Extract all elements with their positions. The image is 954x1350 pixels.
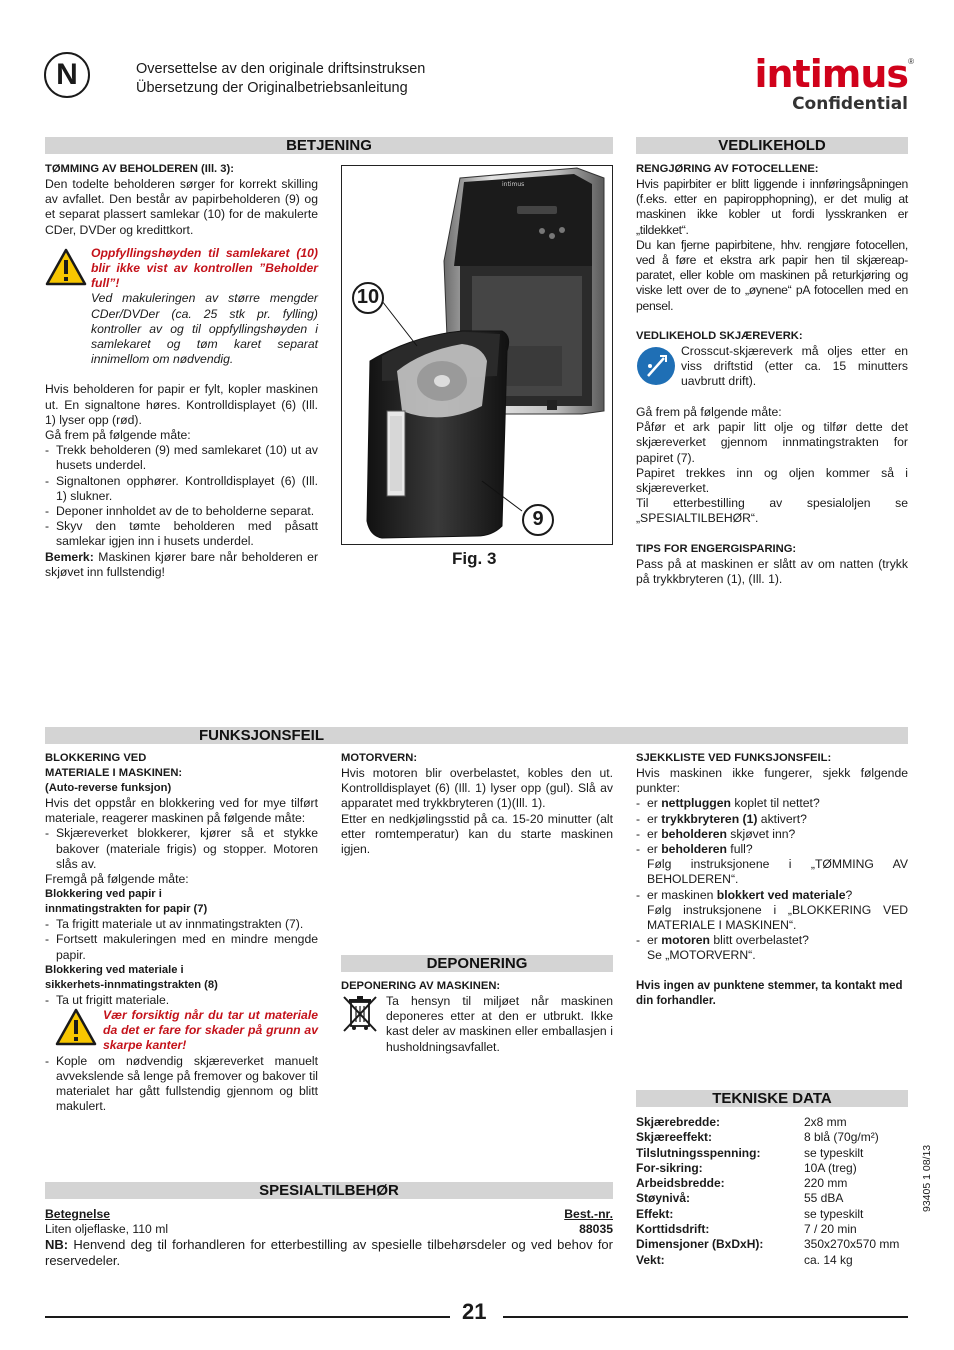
- paper-steps-list: [45, 917, 318, 963]
- table-row: [45, 1222, 613, 1237]
- note-label: Bemerk:: [45, 549, 94, 564]
- paragraph: Hvis beholderen for papir er fylt, kopler maskinen ut. En signaltone høres. Kontrolldisplayet (6) (Ill. 1) lyser opp (rød).: [45, 382, 318, 427]
- figure-caption: Fig. 3: [452, 549, 497, 568]
- document-code: 93405 1 08/13: [921, 1144, 933, 1212]
- text: Følg instruksjonene i „BLOKKERING VED MATERIALE I MASKINEN“.: [647, 902, 908, 933]
- text: Se „MOTORVERN“.: [647, 948, 756, 963]
- tech-key: Vekt:: [636, 1252, 665, 1267]
- oil-block: [636, 344, 908, 390]
- tech-value: 8 blå (70g/m²): [804, 1130, 879, 1145]
- manual-steps-list: [45, 1054, 318, 1115]
- list-item: - Skyv den tømte beholderen med påsatt samlekar igjen inn i husets underdel.: [45, 519, 318, 549]
- subheading: innmatingstrakten for papir (7): [45, 903, 208, 916]
- table-row: [636, 1191, 908, 1206]
- header-line-1: Oversettelse av den originale driftsinstruksen: [136, 61, 426, 77]
- callout-10-label: 10: [356, 286, 380, 309]
- nb-note: [45, 1237, 613, 1269]
- table-row: [636, 1253, 908, 1268]
- footer-rule-left: [45, 1316, 450, 1318]
- warning-note: Ved makuleringen av større mengder CDer/DVDer (ca. 25 stk pr. fylling) kontroller av og til oppfyllingshøyden i samlekaret og tøm karet separat innimellom om nødvendig.: [91, 291, 318, 367]
- oil-icon: [636, 344, 681, 390]
- crossed-bin-icon: [341, 994, 386, 1055]
- note-text: Maskinen kjører bare når beholderen er skjøvet inn fullstendig!: [45, 549, 318, 579]
- paragraph: Pass på at maskinen er slått av om natten (trykk på trykkbryteren (1), (Ill. 1).: [636, 556, 908, 586]
- tech-value: se typeskilt: [804, 1145, 864, 1160]
- list-item: - Fortsett makuleringen med en mindre mengde papir.: [45, 932, 318, 962]
- section-title-vedlikehold: VEDLIKEHOLD: [718, 137, 826, 154]
- checklist-final: Hvis ingen av punktene stemmer, ta kontakt med din forhandler.: [636, 979, 903, 1007]
- checklist: [636, 796, 908, 963]
- subheading-emptying: TØMMING AV BEHOLDEREN (Ill. 3):: [45, 163, 234, 175]
- list-item: - Signaltonen opphører. Kontrolldisplayet (6) (Ill. 1) slukner.: [45, 474, 318, 504]
- text: nettpluggen: [661, 796, 731, 811]
- tech-value: se typeskilt: [804, 1206, 864, 1221]
- paragraph: Hvis det oppstår en blokkering ved for mye tilført materiale, reagerer maskinen på følgende måte:: [45, 796, 318, 826]
- callout-9: [522, 504, 554, 536]
- text: beholderen: [661, 842, 727, 857]
- tech-key: Tilslutningsspenning:: [636, 1145, 761, 1160]
- list-item: - Kople om nødvendig skjæreverket manuelt avvekslende så lenge på fremover og bakover til materialet har gått fullstendig gjennom og blitt makulert.: [45, 1054, 318, 1115]
- footer-rule-right: [503, 1316, 908, 1318]
- steps-list: [45, 443, 318, 549]
- tech-key: For-sikring:: [636, 1160, 703, 1175]
- subheading-motor: MOTORVERN:: [341, 752, 418, 764]
- accessories-table: [45, 1207, 613, 1269]
- text: blitt overbelastet?: [709, 933, 809, 948]
- column-header: Best.-nr.: [564, 1207, 613, 1221]
- warning-block: [45, 246, 318, 368]
- paragraph: Til etterbestilling av spesialoljen se „SPESIALTILBEHØR“.: [636, 496, 908, 526]
- tech-value: 2x8 mm: [804, 1115, 847, 1129]
- warning-icon: [45, 246, 91, 368]
- paragraph: Hvis maskinen ikke fungerer, sjekk følgende punkter:: [636, 766, 908, 796]
- text: ?: [845, 887, 853, 902]
- paragraph: Fremgå på følgende måte:: [45, 872, 189, 887]
- list-item: - Trekk beholderen (9) med samlekaret (10) ut av husets underdel.: [45, 443, 318, 473]
- tech-key: Korttidsdrift:: [636, 1222, 710, 1237]
- text: er: [647, 811, 662, 826]
- section-bar-betjening: [45, 137, 613, 154]
- section-title-spesial: SPESIALTILBEHØR: [259, 1182, 399, 1199]
- tech-key: Skjæreeffekt:: [636, 1130, 713, 1145]
- logo-brand: intimus: [754, 52, 908, 96]
- text: er: [647, 842, 662, 857]
- tech-value: 7 / 20 min: [804, 1222, 857, 1237]
- paragraph: Crosscut-skjæreverk må oljes etter en viss driftstid (etter ca. 15 minutters uavbrutt drift).: [681, 343, 908, 389]
- page-number: 21: [462, 1299, 487, 1324]
- text: trykkbryteren (1): [661, 811, 758, 826]
- table-row: [636, 1176, 908, 1191]
- list-item: [636, 842, 908, 888]
- shredder-illustration: [342, 166, 613, 545]
- subheading-cutter: VEDLIKEHOLD SKJÆREVERK:: [636, 329, 803, 342]
- table-row: [636, 1146, 908, 1161]
- subheading-checklist: SJEKKLISTE VED FUNKSJONSFEIL:: [636, 752, 832, 764]
- text: er: [647, 933, 662, 948]
- list-item: [636, 933, 908, 963]
- warning-text: Vær forsiktig når du tar ut materiale da det er fare for skader på grunn av skarpe kanter!: [103, 1008, 318, 1053]
- language-badge: [44, 52, 90, 98]
- paragraph: Etter en nedkjølingsstid på ca. 15-20 minutter (alt etter romtemperatur) kan du starte maskinen igjen.: [341, 811, 613, 857]
- checklist-column: [636, 751, 908, 1009]
- paragraph: Hvis motoren blir overbelastet, kobles den ut. Kontrolldisplayet (6) (Ill. 1) lyser opp (gul). Slå av apparatet med trykkbryteren (1)(Ill. 1).: [341, 766, 613, 811]
- table-row: [636, 1207, 908, 1222]
- text: motoren: [661, 933, 710, 948]
- table-row: [636, 1130, 908, 1145]
- text: aktivert?: [757, 811, 807, 826]
- list-item: [636, 888, 908, 934]
- vedlikehold-column: [636, 162, 908, 587]
- subheading-photocell: RENGJØRING AV FOTOCELLENE:: [636, 163, 819, 175]
- subheading: Blokkering ved materiale i: [45, 963, 184, 976]
- subheading: BLOKKERING VED: [45, 752, 147, 764]
- tech-key: Skjærebredde:: [636, 1115, 721, 1129]
- text: beholderen: [661, 826, 727, 841]
- tech-value: 10A (treg): [804, 1160, 857, 1175]
- text: koplet til nettet?: [730, 796, 820, 811]
- figure-shredder: [341, 165, 613, 545]
- section-bar-tekniske: [636, 1090, 908, 1107]
- section-title-tekniske: TEKNISKE DATA: [712, 1090, 832, 1107]
- nb-text: Henvend deg til forhandleren for etterbestilling av spesielle tilbehørsdeler og ved behov for reservedeler.: [45, 1237, 613, 1269]
- text: er: [647, 796, 662, 811]
- section-title-deponering: DEPONERING: [426, 955, 528, 972]
- subheading: Blokkering ved papir i: [45, 888, 162, 901]
- subheading: MATERIALE I MASKINEN:: [45, 767, 183, 779]
- paragraph: Gå frem på følgende måte:: [45, 428, 191, 443]
- tech-value: 220 mm: [804, 1176, 848, 1191]
- betjening-column: [45, 162, 318, 580]
- tech-key: Arbeidsbredde:: [636, 1176, 725, 1191]
- section-bar-funksjonsfeil: [45, 727, 908, 744]
- tech-key: Støynivå:: [636, 1191, 691, 1206]
- warning-icon: [45, 1008, 103, 1054]
- logo-subtitle: Confidential: [792, 94, 908, 114]
- deponering-column: [341, 979, 613, 1055]
- header-title: [136, 60, 425, 98]
- display-brand: intimus: [502, 181, 525, 188]
- subheading: (Auto-reverse funksjon): [45, 782, 172, 794]
- paragraph: Papiret trekkes inn og oljen kommer så i skjæreverket.: [636, 465, 908, 496]
- text: er: [647, 826, 662, 841]
- warning-text: Oppfyllingshøyden til samlekaret (10) blir ikke vist av kontrollen ”Beholder full”!: [91, 245, 318, 291]
- paragraph: Den todelte beholderen sørger for korrekt skilling av avfallet. Den består av papirbeholderen (9) og et separat plassert samlekar (10) for de makulerte CDer, DVDer og kredittkort.: [45, 177, 318, 237]
- section-bar-deponering: [341, 955, 613, 972]
- table-header: [45, 1207, 613, 1222]
- text: Følg instruksjonene i „TØMMING AV BEHOLDEREN“.: [647, 857, 908, 887]
- text: blokkert ved materiale: [716, 887, 846, 902]
- section-title-betjening: BETJENING: [286, 137, 372, 154]
- motorvern-column: [341, 751, 613, 857]
- callout-10: [352, 282, 384, 314]
- paragraph: Hvis papirbiter er blitt liggende i innføringsåpningen (f.eks. etter en papiropphopning), er det mulig at maskinen ikke kobler ut fordi lysskranken er „tildekket“.: [636, 177, 908, 237]
- subheading: sikkerhets-innmatingstrakten (8): [45, 978, 218, 991]
- list-item: [636, 796, 908, 811]
- registered-mark: ®: [908, 57, 914, 66]
- item-name: Liten oljeflaske, 110 ml: [45, 1222, 169, 1237]
- subheading-disposal: DEPONERING AV MASKINEN:: [341, 980, 501, 992]
- list-item: - Ta frigitt materiale ut av innmatingstrakten (7).: [45, 917, 318, 932]
- table-row: [636, 1115, 908, 1130]
- header-line-2: Übersetzung der Originalbetriebsanleitung: [136, 80, 408, 96]
- tech-key: Effekt:: [636, 1206, 674, 1221]
- section-bar-spesial: [45, 1182, 613, 1199]
- table-row: [636, 1222, 908, 1237]
- paragraph: Gå frem på følgende måte:: [636, 405, 782, 420]
- text: skjøvet inn?: [726, 826, 796, 841]
- disposal-block: [341, 994, 613, 1055]
- callout-9-label: 9: [532, 508, 544, 531]
- list-item: - Skjæreverket blokkerer, kjører så et stykke bakover (materiale frigis) og stopper. Motoren slås av.: [45, 826, 318, 872]
- list-item: [636, 827, 908, 842]
- text: er maskinen: [647, 887, 717, 902]
- section-title-funksjonsfeil: FUNKSJONSFEIL: [198, 727, 324, 744]
- item-number: 88035: [579, 1222, 613, 1237]
- reaction-list: [45, 826, 318, 872]
- list-item: - Deponer innholdet av de to beholderne separat.: [45, 504, 318, 519]
- nb-label: NB:: [45, 1237, 69, 1253]
- tech-value: 350x270x570 mm: [804, 1237, 900, 1252]
- paragraph: Påfør et ark papir litt olje og tilfør dette det skjæreverket gjennom innmatingstrakten for papiret (7).: [636, 420, 908, 465]
- table-row: [636, 1161, 908, 1176]
- table-row: [636, 1237, 908, 1252]
- language-code: N: [56, 58, 78, 91]
- text: full?: [726, 842, 753, 857]
- blokkering-column: [45, 751, 318, 1114]
- intimus-logo: [754, 52, 914, 114]
- tech-key: Dimensjoner (BxDxH):: [636, 1237, 764, 1252]
- column-header: Betegnelse: [45, 1207, 111, 1221]
- safety-steps-list: [45, 993, 318, 1008]
- list-item: [636, 812, 908, 827]
- section-bar-vedlikehold: [636, 137, 908, 154]
- note: [45, 550, 318, 580]
- list-item: - Ta ut frigitt materiale.: [45, 993, 318, 1008]
- paragraph: Du kan fjerne papirbitene, hhv. rengjøre fotocellen, ved å føre et ekstra ark papir hen til skjæreap-paratet, eller koble om maskinen på returkjøring og viske lett over de to „øynene“ pA fotocellen med en pensel.: [636, 237, 908, 313]
- tech-data-table: [636, 1115, 908, 1268]
- paragraph: Ta hensyn til miljøet når maskinen deponeres etter at den er utbrukt. Ikke kast deler av maskinen eller emballasjen i husholdningsavfallet.: [386, 994, 613, 1054]
- warning-block: [45, 1008, 318, 1054]
- tech-value: ca. 14 kg: [804, 1252, 853, 1267]
- tech-value: 55 dBA: [804, 1191, 844, 1206]
- subheading-energy: TIPS FOR ENGERGISPARING:: [636, 542, 797, 555]
